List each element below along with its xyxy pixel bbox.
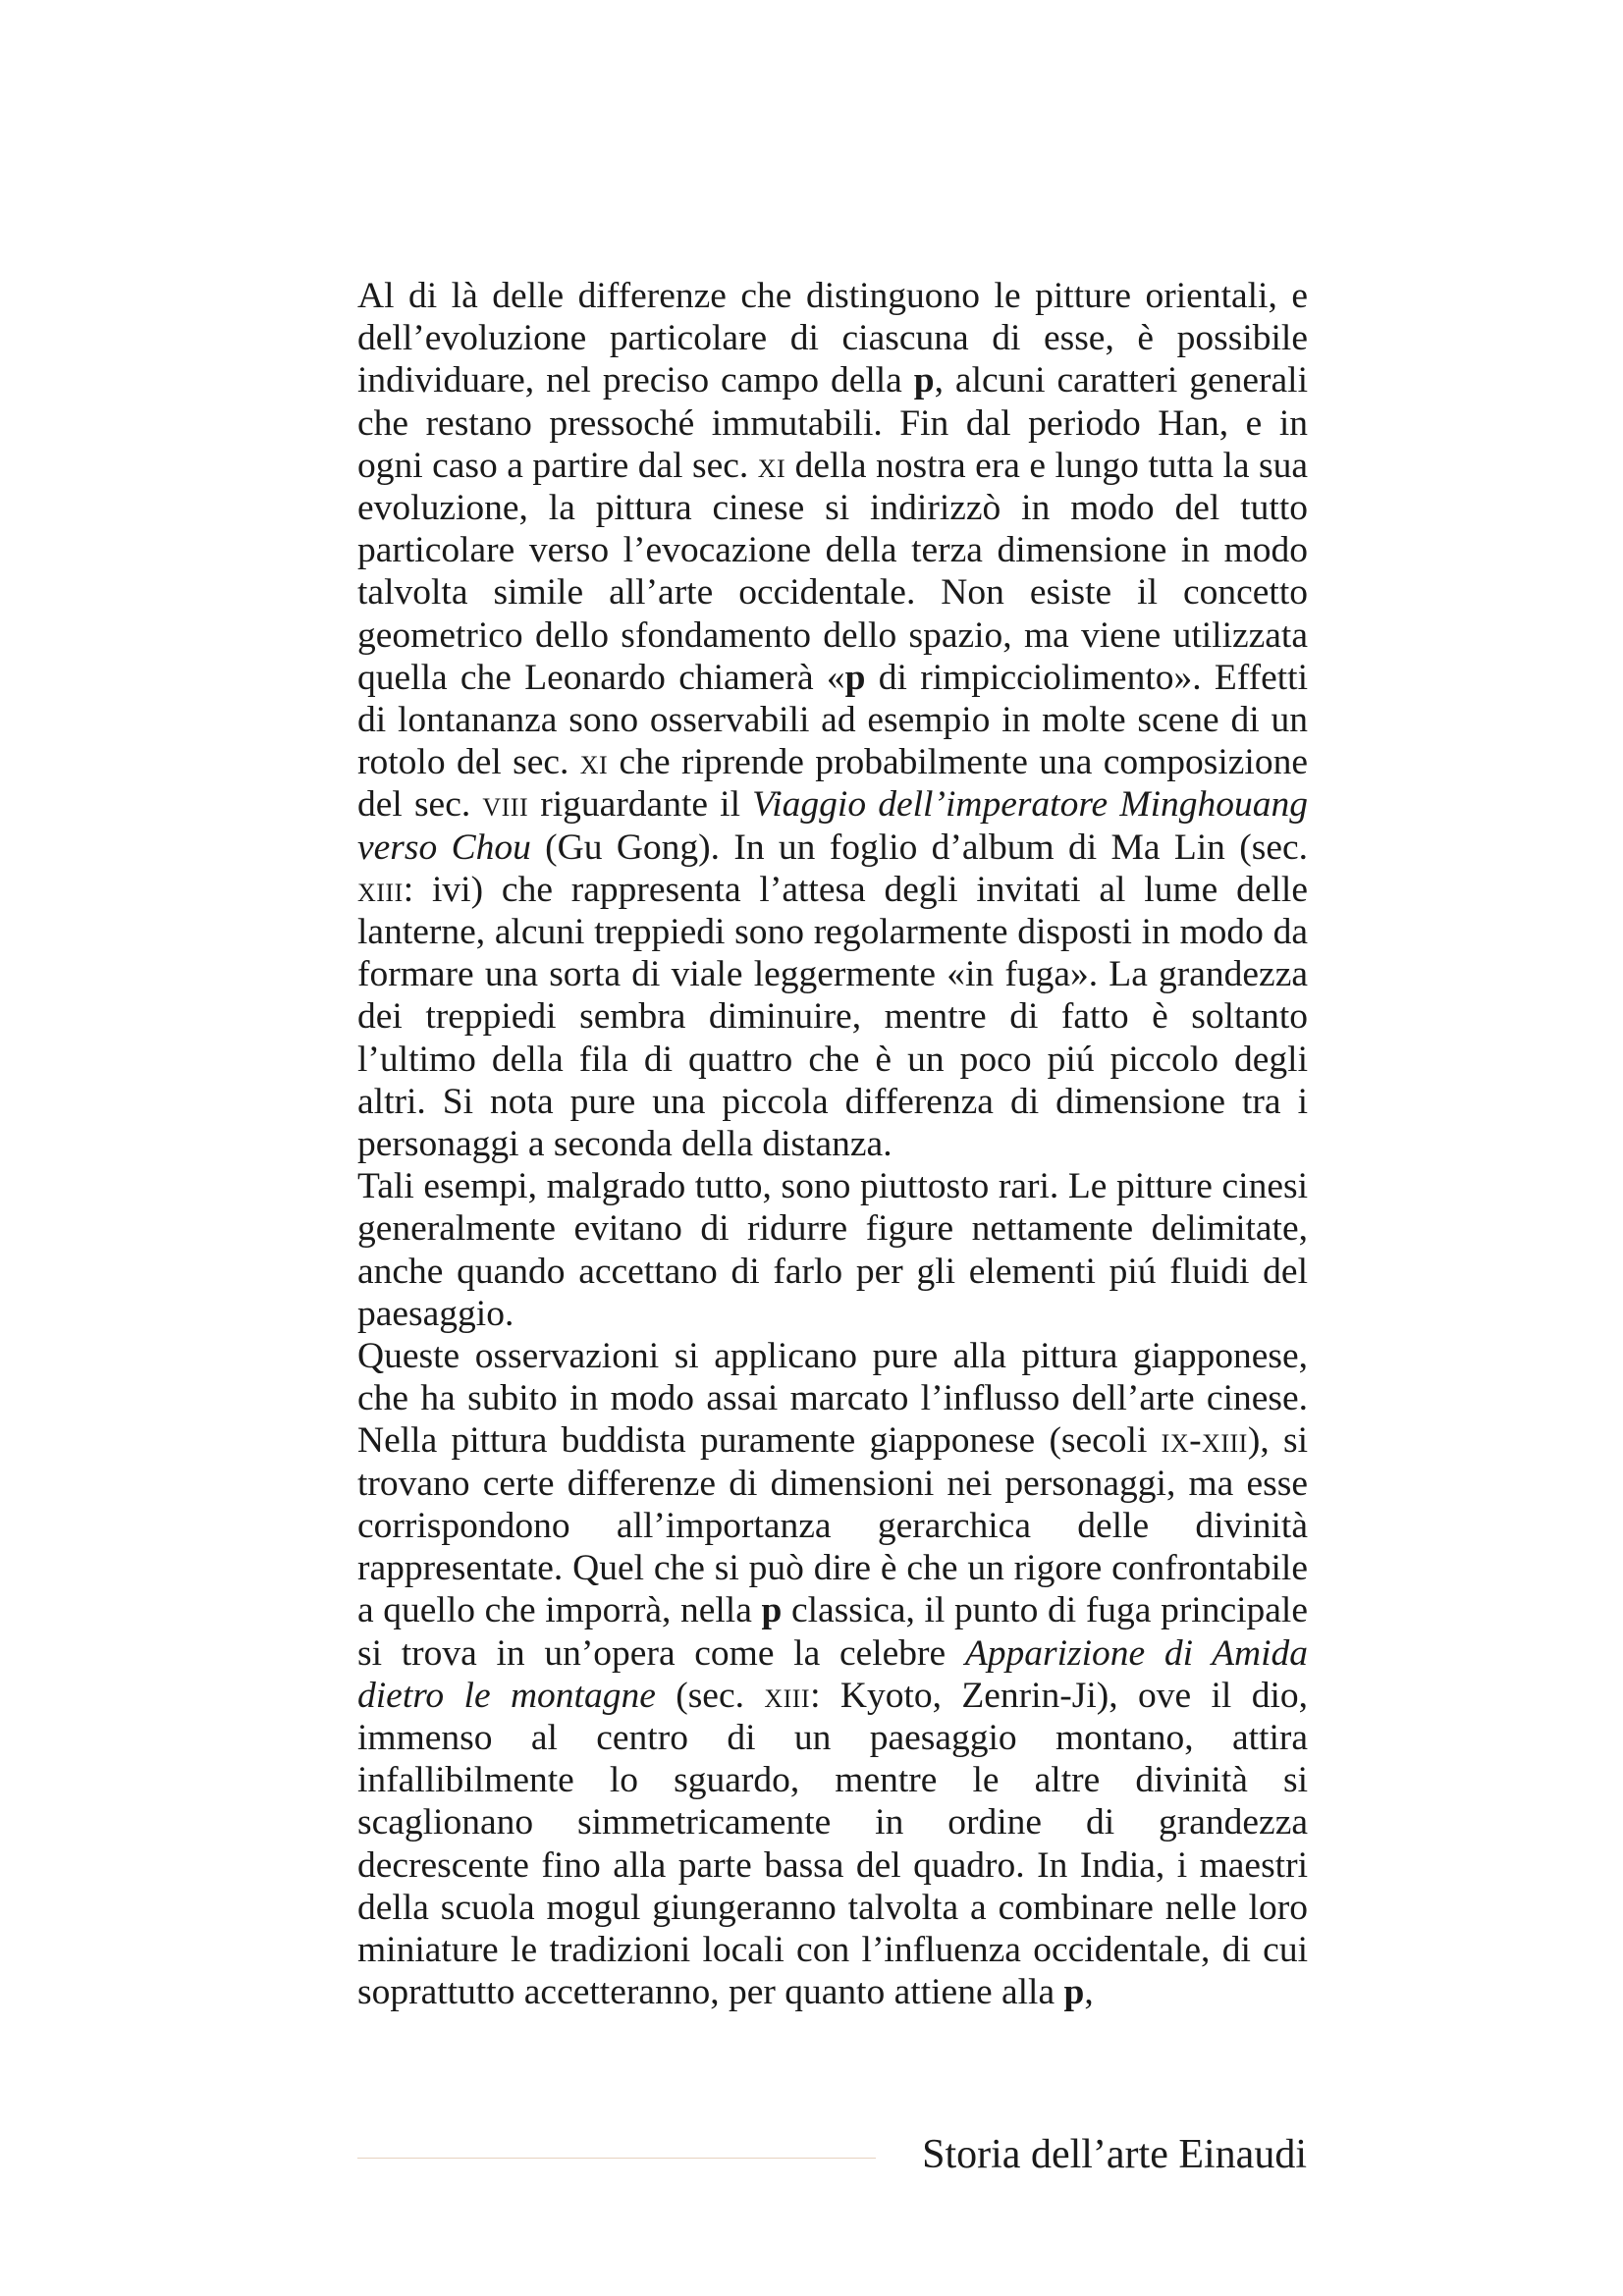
footer-title: Storia dell’arte Einaudi (922, 2132, 1307, 2177)
text-run: ), si trovano certe differenze di dimensioni nei personaggi, ma esse corrispondono all’importanza gerarchica delle divinità rappresentate. Quel che si può dire è che un rigore confrontabile a quello che imporrà, nella (357, 1420, 1308, 1631)
century-numeral: xi (757, 445, 786, 486)
century-numeral: xi (579, 742, 609, 783)
text-run: riguardante il (528, 784, 753, 826)
text-run: , (1084, 1972, 1094, 2013)
text-run: : Kyoto, Zenrin-Ji), ove il dio, immenso al centro di un paesaggio montano, attira infallibilmente lo sguardo, mentre le altre divinità si scaglionano simmetricamente in ordine di grandezza decrescente fino alla parte bassa del quadro. In India, i maestri della scuola mogul giungeranno talvolta a combinare nelle loro miniature le tradizioni locali con l’influenza occidentale, di cui soprattutto accetteranno, per quanto attiene alla (357, 1675, 1309, 2013)
text-run: Al di là delle differenze che distinguono le pitture orientali, e dell’evoluzione particolare di ciascuna di esse, è possibile individuare, nel preciso campo della (357, 276, 1308, 401)
text-run: classica, il punto di fuga principale si trova in un’opera come la celebre (357, 1590, 1308, 1674)
artwork-title: Viaggio dell’imperatore Minghouang verso Chou (357, 784, 1308, 868)
text-run: di rimpicciolimento». Effetti di lontananza sono osservabili ad esempio in molte scene di un rotolo del sec. (357, 657, 1308, 783)
artwork-title: Apparizione di Amida dietro le montagne (357, 1632, 1308, 1716)
footer-divider (357, 2158, 876, 2159)
paragraph-1 (357, 275, 1308, 1165)
paragraph-2 (357, 1165, 1308, 1335)
perspective-abbrev: p (844, 657, 866, 698)
text-run: Tali esempi, malgrado tutto, sono piuttosto rari. Le pitture cinesi generalmente evitano di ridurre figure nettamente delimitate, anche quando accettano di farlo per gli elementi piú fluidi del paesaggio. (357, 1166, 1308, 1334)
text-run: , alcuni caratteri generali che restano pressoché immutabili. Fin dal periodo Han, e in ogni caso a partire dal sec. (357, 360, 1308, 486)
text-run: (sec. (655, 1675, 765, 1716)
century-numeral: xiii (764, 1675, 811, 1716)
text-run: (Gu Gong). In un foglio d’album di Ma Lin (sec. (530, 827, 1308, 868)
text-run: della nostra era e lungo tutta la sua evoluzione, la pittura cinese si indirizzò in modo del tutto particolare verso l’evocazione della terza dimensione in modo talvolta simile all’arte occidentale. Non esiste il concetto geometrico dello sfondamento dello spazio, ma viene utilizzata quella che Leonardo chiamerà « (357, 445, 1309, 698)
text-run: che riprende probabilmente una composizione del sec. (357, 742, 1308, 826)
perspective-abbrev: p (761, 1590, 783, 1631)
text-run: Queste osservazioni si applicano pure alla pittura giapponese, che ha subito in modo assai marcato l’influsso dell’arte cinese. Nella pittura buddista puramente giapponese (secoli (357, 1336, 1308, 1462)
perspective-abbrev: p (1063, 1972, 1085, 2013)
paragraph-3 (357, 1335, 1308, 2013)
text-run: : ivi) che rappresenta l’attesa degli invitati al lume delle lanterne, alcuni treppiedi sono regolarmente disposti in modo da formare una sorta di viale leggermente «in fuga». La grandezza dei treppiedi sembra diminuire, mentre di fatto è soltanto l’ultimo della fila di quattro che è un poco piú piccolo degli altri. Si nota pure una piccola differenza di dimensione tra i personaggi a seconda della distanza. (357, 869, 1308, 1165)
century-numeral: ix-xiii (1161, 1420, 1248, 1462)
perspective-abbrev: p (913, 360, 935, 401)
century-numeral: xiii (357, 869, 404, 910)
century-numeral: viii (482, 784, 529, 826)
body-text (357, 275, 1308, 2013)
